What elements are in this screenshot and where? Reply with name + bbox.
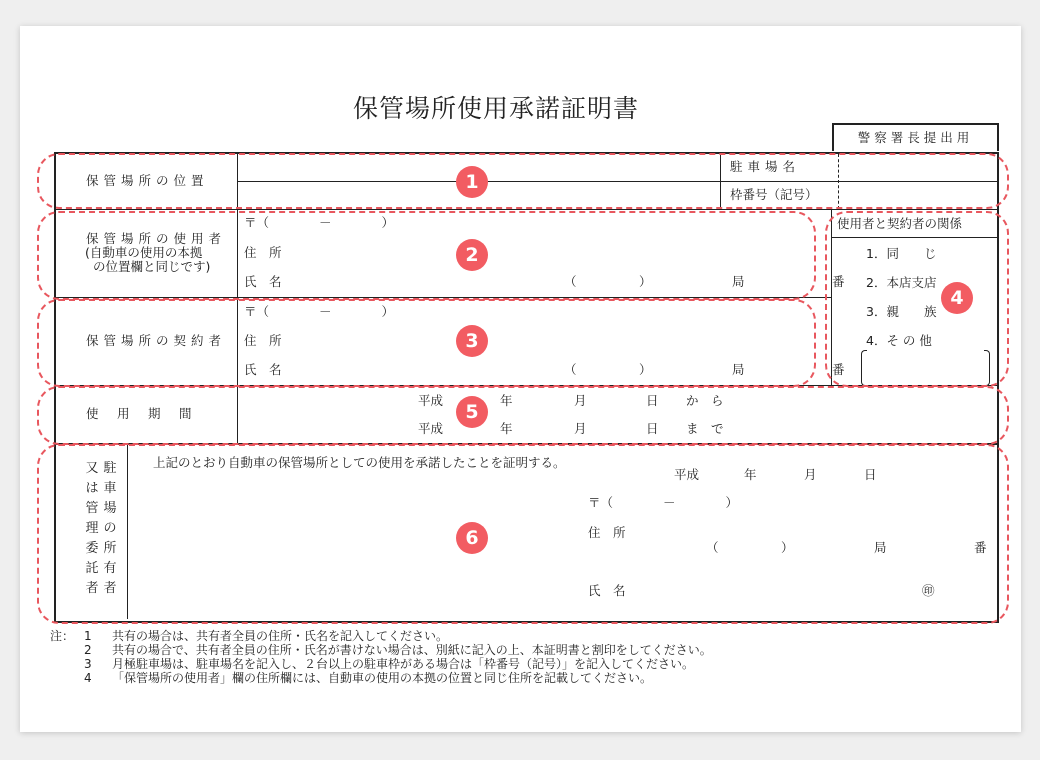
marker-6: 6 bbox=[456, 522, 488, 554]
period-until-year: 年 bbox=[500, 421, 513, 436]
relationship-option-2: 2．本店支店 bbox=[866, 275, 937, 290]
certifier-date-day: 日 bbox=[864, 467, 877, 482]
certifier-postal: 〒（ － ） bbox=[588, 495, 739, 510]
contractor-name-label: 氏 名 bbox=[244, 362, 282, 377]
certifier-phone-ban: 番 bbox=[974, 540, 987, 555]
period-until-month: 月 bbox=[574, 421, 587, 436]
note-4-number: 4 bbox=[84, 671, 92, 685]
relationship-option-4: 4．そ の 他 bbox=[866, 333, 932, 348]
certifier-name-label: 氏 名 bbox=[588, 583, 626, 598]
contractor-postal: 〒（ － ） bbox=[244, 304, 395, 319]
marker-3: 3 bbox=[456, 325, 488, 357]
highlight-region-4 bbox=[825, 211, 1009, 387]
document-page bbox=[20, 26, 1021, 732]
user-phone-paren: （ ） bbox=[564, 274, 652, 289]
user-phone-ban: 番 bbox=[832, 274, 845, 289]
period-until-day: 日 bbox=[646, 421, 659, 436]
highlight-region-1 bbox=[37, 153, 1009, 209]
marker-4: 4 bbox=[941, 282, 973, 314]
note-2-number: 2 bbox=[84, 643, 92, 657]
certifier-date-month: 月 bbox=[804, 467, 817, 482]
marker-1: 1 bbox=[456, 166, 488, 198]
contractor-phone-paren: （ ） bbox=[564, 362, 652, 377]
certifier-phone-kyoku: 局 bbox=[874, 540, 887, 555]
highlight-region-6 bbox=[37, 444, 1009, 624]
period-from-era: 平成 bbox=[418, 393, 444, 408]
certifier-vertical-label-2: 又は管理委託者 bbox=[85, 461, 99, 596]
highlight-region-2 bbox=[37, 211, 816, 300]
user-label-note1: (自動車の使用の本拠 bbox=[85, 245, 203, 260]
note-1-text: 共有の場合は、共有者全員の住所・氏名を記入してください。 bbox=[112, 629, 449, 643]
note-1-number: 1 bbox=[84, 629, 92, 643]
period-from-year: 年 bbox=[500, 393, 513, 408]
note-3-text: 月極駐車場は、駐車場名を記入し、２台以上の駐車枠がある場合は「枠番号（記号）」を記入してください。 bbox=[112, 657, 695, 671]
marker-5: 5 bbox=[456, 396, 488, 428]
user-label-note2: の位置欄と同じです) bbox=[93, 259, 211, 274]
highlight-region-3 bbox=[37, 299, 816, 387]
slot-number-label: 枠番号（記号） bbox=[730, 187, 818, 202]
contractor-label: 保管場所の契約者 bbox=[86, 333, 227, 348]
parking-name-label: 駐車場名 bbox=[730, 159, 801, 174]
user-phone-kyoku: 局 bbox=[732, 274, 745, 289]
contractor-address-label: 住 所 bbox=[244, 333, 282, 348]
marker-2: 2 bbox=[456, 239, 488, 271]
period-until-era: 平成 bbox=[418, 421, 444, 436]
note-4-text: 「保管場所の使用者」欄の住所欄には、自動車の使用の本拠の位置と同じ住所を記載してください。 bbox=[112, 671, 653, 685]
contractor-phone-kyoku: 局 bbox=[732, 362, 745, 377]
user-address-label: 住 所 bbox=[244, 245, 282, 260]
period-until: ま で bbox=[686, 421, 724, 436]
relationship-option-1: 1．同 じ bbox=[866, 246, 937, 261]
certifier-address-label: 住 所 bbox=[588, 525, 626, 540]
submission-label: 警察署長提出用 bbox=[832, 123, 999, 151]
certifier-date-year: 年 bbox=[744, 467, 757, 482]
note-3-number: 3 bbox=[84, 657, 92, 671]
certifier-phone-paren: （ ） bbox=[706, 540, 794, 555]
relationship-option-3: 3．親 族 bbox=[866, 304, 937, 319]
user-name-label: 氏 名 bbox=[244, 274, 282, 289]
certifier-vertical-label-1: 駐車場の所有者 bbox=[103, 461, 117, 596]
note-2-text: 共有の場合で、共有者全員の住所・氏名が書けない場合は、別紙に記入の上、本証明書と割印をしてください。 bbox=[112, 643, 712, 657]
contractor-phone-ban: 番 bbox=[832, 362, 845, 377]
relationship-header: 使用者と契約者の関係 bbox=[837, 216, 963, 231]
period-label: 使 用 期 間 bbox=[86, 406, 195, 421]
document-title: 保管場所使用承諾証明書 bbox=[352, 94, 639, 123]
period-from: か ら bbox=[686, 393, 724, 408]
certifier-date-era: 平成 bbox=[674, 467, 700, 482]
location-label: 保管場所の位置 bbox=[86, 173, 209, 188]
seal-mark: ㊞ bbox=[922, 583, 935, 598]
highlight-region-5 bbox=[37, 386, 1009, 445]
notes-prefix: 注： bbox=[50, 629, 75, 643]
period-from-day: 日 bbox=[646, 393, 659, 408]
certifier-statement: 上記のとおり自動車の保管場所としての使用を承諾したことを証明する。 bbox=[153, 455, 566, 470]
user-postal: 〒（ － ） bbox=[244, 215, 395, 230]
period-from-month: 月 bbox=[574, 393, 587, 408]
user-label: 保管場所の使用者 bbox=[86, 231, 227, 246]
